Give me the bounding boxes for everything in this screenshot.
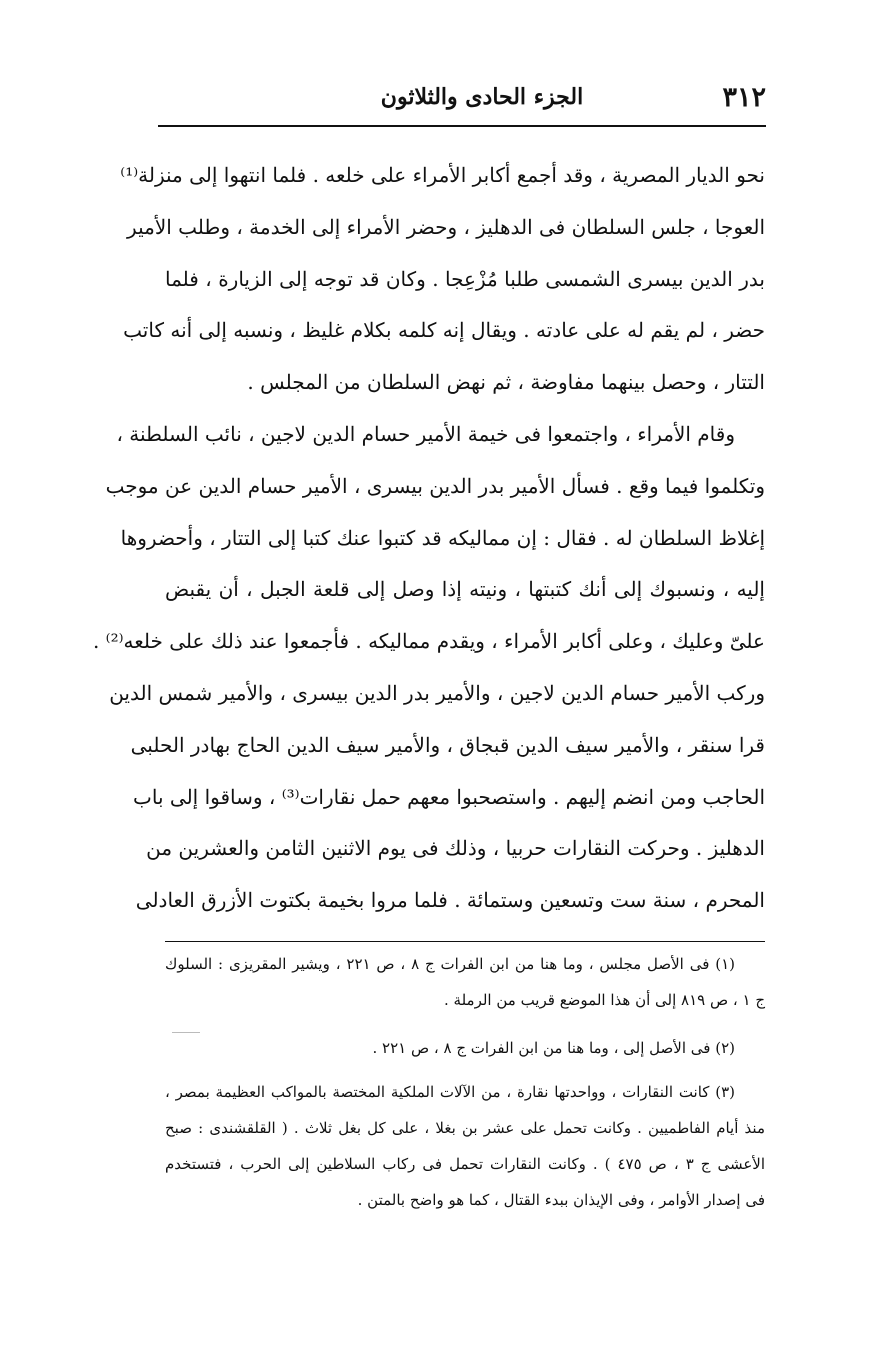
footnote-1 bbox=[165, 946, 765, 1018]
footnote-line: ج ١ ، ص ٨١٩ إلى أن هذا الموضع قريب من الرملة . bbox=[444, 991, 765, 1009]
footnote-line: (٢) فى الأصل إلى ، وما هنا من ابن الفرات ج ٨ ، ص ٢٢١ . bbox=[372, 1039, 735, 1057]
text-line: الدهليز . وحركت النقارات حربيا ، وذلك فى يوم الاثنين الثامن والعشرين من bbox=[146, 836, 765, 861]
footnotes bbox=[165, 946, 765, 1218]
running-title: الجزء الحادى والثلاثون bbox=[380, 84, 584, 110]
text-line: إليه ، ونسبوك إلى أنك كتبتها ، ونيته إذا وصل إلى قلعة الجبل ، أن يقبض bbox=[165, 577, 765, 602]
text-line: وقام الأمراء ، واجتمعوا فى خيمة الأمير حسام الدين لاجين ، نائب السلطنة ، bbox=[116, 421, 735, 446]
text-line: وركب الأمير حسام الدين لاجين ، والأمير بدر الدين بيسرى ، والأمير شمس الدين bbox=[109, 680, 765, 705]
text-line: العوجا ، جلس السلطان فى الدهليز ، وحضر الأمراء إلى الخدمة ، وطلب الأمير bbox=[127, 214, 765, 239]
text-line: الحاجب ومن انضم إليهم . واستصحبوا معهم حمل نقارات⁽³⁾ ، وساقوا إلى باب bbox=[133, 784, 765, 809]
text-line: نحو الديار المصرية ، وقد أجمع أكابر الأمراء على خلعه . فلما انتهوا إلى منزلة⁽¹⁾ bbox=[120, 163, 765, 187]
text-line: وتكلموا فيما وقع . فسأل الأمير بدر الدين بيسرى ، الأمير حسام الدين عن موجب bbox=[105, 473, 765, 498]
page-header bbox=[158, 80, 766, 120]
footnote-rule bbox=[165, 941, 765, 942]
footnote-line: (١) فى الأصل مجلس ، وما هنا من ابن الفرات ج ٨ ، ص ٢٢١ ، ويشير المقريزى : السلوك bbox=[165, 955, 735, 973]
text-line: التتار ، وحصل بينهما مفاوضة ، ثم نهض السلطان من المجلس . bbox=[247, 370, 765, 395]
footnote-line: فى إصدار الأوامر ، وفى الإيذان ببدء القتال ، كما هو واضح بالمتن . bbox=[357, 1191, 765, 1209]
text-line: بدر الدين بيسرى الشمسى طلبا مُزْعِجا . وكان قد توجه إلى الزيارة ، فلما bbox=[165, 266, 765, 291]
text-line: علىّ وعليك ، وعلى أكابر الأمراء ، ويقدم مماليكه . فأجمعوا عند ذلك على خلعه⁽²⁾ . bbox=[92, 629, 765, 654]
header-rule bbox=[158, 125, 766, 127]
footnote-3 bbox=[165, 1074, 765, 1218]
footnote-line: الأعشى ج ٣ ، ص ٤٧٥ ) . وكانت النقارات تحمل فى ركاب السلاطين إلى الحرب ، فتستخدم bbox=[165, 1155, 766, 1173]
text-line: إغلاظ السلطان له . فقال : إن مماليكه قد كتبوا عنك كتبا إلى التتار ، وأحضروها bbox=[120, 525, 765, 550]
page-number: ٣١٢ bbox=[722, 82, 766, 113]
footnote-line: (٣) كانت النقارات ، وواحدتها نقارة ، من الآلات الملكية المختصة بالمواكب العظيمة بمصر ، bbox=[165, 1083, 735, 1101]
scan-mark bbox=[172, 1032, 200, 1033]
text-line: المحرم ، سنة ست وتسعين وستمائة . فلما مروا بخيمة بكتوت الأزرق العادلى bbox=[135, 888, 765, 913]
text-line: حضر ، لم يقم له على عادته . ويقال إنه كلمه بكلام غليظ ، ونسبه إلى أنه كاتب bbox=[123, 318, 765, 343]
text-line: قرا سنقر ، والأمير سيف الدين قبجاق ، والأمير سيف الدين الحاج بهادر الحلبى bbox=[130, 732, 765, 757]
footnote-2 bbox=[165, 1030, 765, 1066]
footnote-line: منذ أيام الفاطميين . وكانت تحمل على عشر بن بغلا ، على كل بغل ثلاث . ( القلقشندى : صبح bbox=[165, 1119, 765, 1137]
main-text bbox=[92, 150, 765, 927]
